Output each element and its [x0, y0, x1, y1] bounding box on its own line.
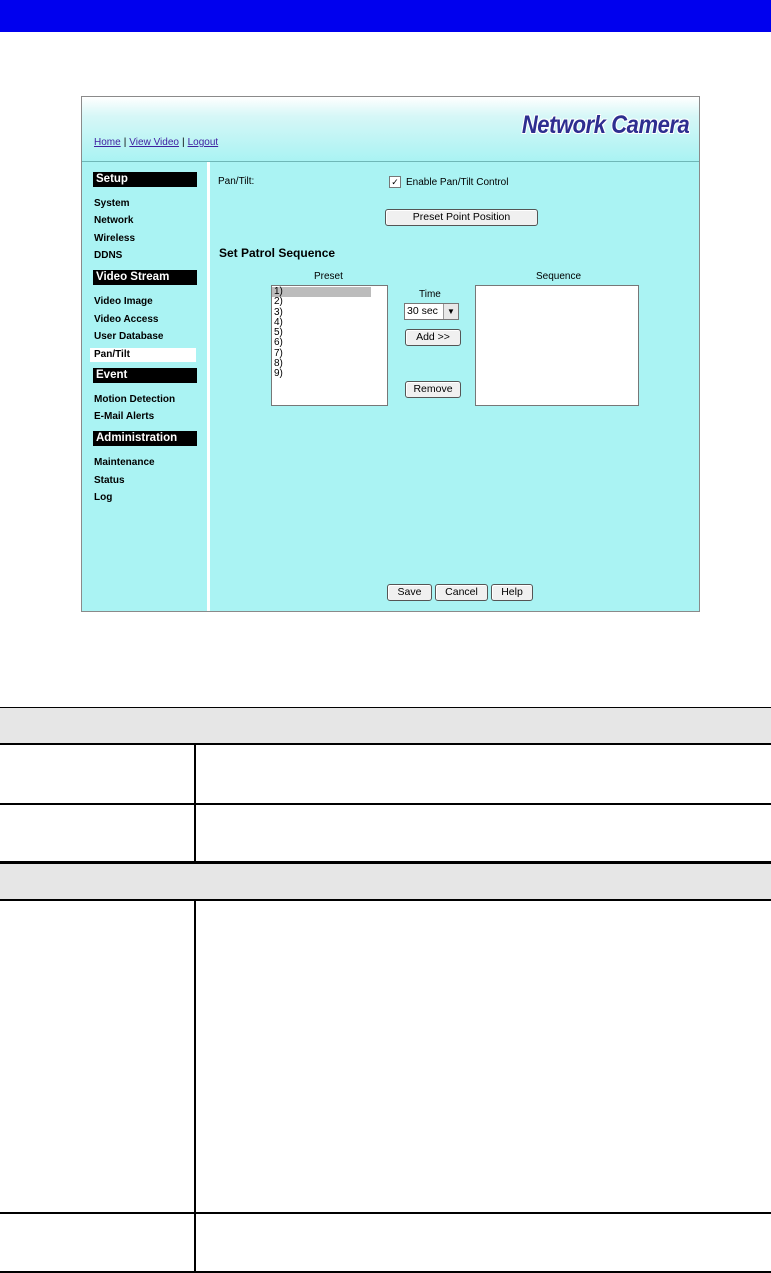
table-row [0, 901, 771, 1214]
sidebar-item-system[interactable]: System [94, 198, 130, 209]
checkmark-icon: ✓ [391, 177, 399, 187]
ui-header [82, 97, 699, 162]
time-select[interactable] [404, 303, 459, 320]
time-select-value: 30 sec [407, 305, 438, 317]
table-row [0, 745, 771, 805]
chevron-down-icon[interactable]: ▼ [443, 304, 458, 319]
camera-web-ui-screenshot [81, 96, 700, 612]
table-section-band [0, 707, 771, 745]
sequence-column-label: Sequence [536, 271, 582, 282]
preset-option[interactable]: 9) [274, 368, 283, 380]
sidebar-section-setup: Setup [93, 172, 197, 187]
preset-option[interactable]: 7) [274, 347, 283, 359]
preset-option[interactable]: 5) [274, 327, 283, 339]
nav-links [94, 137, 218, 148]
main-content [210, 162, 699, 611]
preset-list-items [272, 286, 387, 380]
enable-pan-tilt-label: Enable Pan/Tilt Control [406, 177, 509, 188]
sidebar [82, 162, 210, 611]
sequence-listbox[interactable] [475, 285, 639, 406]
preset-option[interactable]: 1) [272, 287, 371, 297]
logout-link[interactable]: Logout [187, 137, 219, 148]
sidebar-item-maintenance[interactable]: Maintenance [94, 457, 155, 468]
enable-pan-tilt-checkbox[interactable] [389, 176, 401, 188]
preset-point-position-button[interactable]: Preset Point Position [385, 209, 538, 226]
sidebar-item-video-image[interactable]: Video Image [94, 296, 153, 307]
table-column-divider [194, 901, 196, 1273]
brand-logo: Network Camera [521, 111, 689, 139]
sidebar-item-pan-tilt[interactable]: Pan/Tilt [90, 348, 196, 362]
sidebar-item-status[interactable]: Status [94, 475, 125, 486]
sidebar-item-ddns[interactable]: DDNS [94, 250, 123, 261]
top-color-bar [0, 0, 771, 32]
preset-listbox[interactable] [271, 285, 388, 406]
time-label: Time [419, 289, 441, 300]
help-button[interactable]: Help [491, 584, 533, 601]
table-section-band [0, 863, 771, 901]
preset-option[interactable]: 3) [274, 306, 283, 318]
table-row [0, 805, 771, 863]
table-column-divider [194, 745, 196, 863]
sidebar-item-network[interactable]: Network [94, 215, 134, 226]
sidebar-item-motion-detection[interactable]: Motion Detection [94, 394, 176, 405]
sidebar-item-video-access[interactable]: Video Access [94, 314, 159, 325]
pan-tilt-label: Pan/Tilt: [218, 176, 255, 187]
sidebar-section-administration: Administration [93, 431, 197, 446]
preset-option[interactable]: 4) [274, 316, 283, 328]
sidebar-item-log[interactable]: Log [94, 492, 113, 503]
preset-option[interactable]: 2) [274, 296, 283, 308]
view-video-link[interactable]: View Video [129, 137, 179, 148]
sidebar-item-wireless[interactable]: Wireless [94, 233, 136, 244]
remove-button[interactable]: Remove [405, 381, 461, 398]
save-button[interactable]: Save [387, 584, 432, 601]
table-row [0, 1214, 771, 1273]
preset-column-label: Preset [314, 271, 343, 282]
preset-option[interactable]: 8) [274, 358, 283, 370]
sidebar-item-user-database[interactable]: User Database [94, 331, 164, 342]
nav-separator: | [181, 137, 185, 148]
sidebar-item-email-alerts[interactable]: E-Mail Alerts [94, 411, 155, 422]
sidebar-section-video-stream: Video Stream [93, 270, 197, 285]
add-button[interactable]: Add >> [405, 329, 461, 346]
home-link[interactable]: Home [94, 137, 121, 148]
sidebar-section-event: Event [93, 368, 197, 383]
preset-option[interactable]: 6) [274, 337, 283, 349]
cancel-button[interactable]: Cancel [435, 584, 488, 601]
patrol-sequence-heading: Set Patrol Sequence [219, 246, 336, 260]
nav-separator: | [123, 137, 127, 148]
